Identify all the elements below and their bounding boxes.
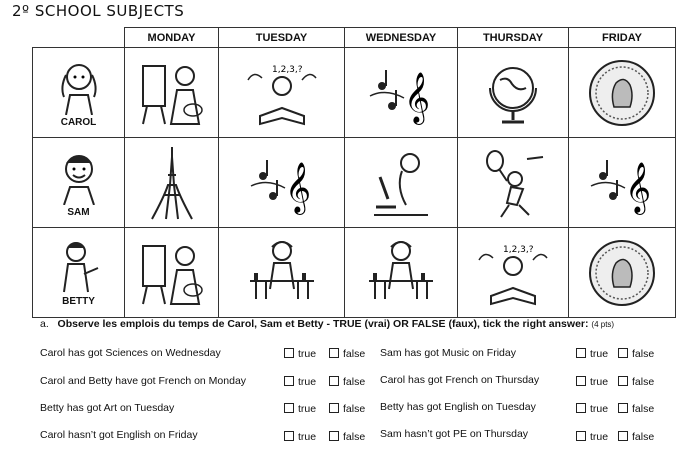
subject-cell [125, 228, 219, 318]
question-points: (4 pts) [591, 320, 615, 329]
pound-coin-icon [586, 237, 658, 309]
subject-cell [569, 228, 676, 318]
corner-cell [33, 28, 125, 48]
microscope-sciences-icon [366, 147, 436, 219]
question-instruction [40, 318, 614, 330]
timetable [32, 27, 676, 318]
checkbox-square[interactable] [329, 376, 339, 386]
girl-portrait-icon [54, 57, 104, 115]
subject-cell [219, 48, 345, 138]
subject-cell [569, 48, 676, 138]
checkbox-square[interactable] [284, 403, 294, 413]
student-name: BETTY [62, 296, 95, 307]
checkbox-square[interactable] [618, 348, 628, 358]
english-reader-icon [473, 238, 553, 308]
svg-text:1,2,3,?: 1,2,3,? [271, 64, 303, 75]
english-reader-icon [242, 58, 322, 128]
checkbox-square[interactable] [618, 376, 628, 386]
false-checkbox[interactable]: false [618, 376, 654, 388]
subject-cell [458, 48, 569, 138]
svg-text:𝄞: 𝄞 [625, 161, 652, 213]
student-cell [33, 228, 125, 318]
false-checkbox[interactable]: false [329, 403, 365, 415]
checkbox-square[interactable] [576, 431, 586, 441]
subject-cell [125, 48, 219, 138]
statement-right-4: Sam hasn’t got PE on Thursday [380, 428, 529, 440]
false-checkbox[interactable]: false [329, 376, 365, 388]
day-header-wednesday: WEDNESDAY [345, 28, 458, 48]
art-painter-icon [137, 238, 207, 308]
checkbox-square[interactable] [618, 403, 628, 413]
timetable-row-betty [33, 228, 676, 318]
eiffel-tower-french-icon [142, 145, 202, 221]
student-name: SAM [67, 207, 90, 218]
svg-text:𝄞: 𝄞 [284, 161, 311, 213]
statement-left-1: Carol has got Sciences on Wednesday [40, 347, 221, 359]
statement-left-2: Carol and Betty have got French on Monday [40, 375, 247, 387]
day-header-monday: MONDAY [125, 28, 219, 48]
subject-cell [345, 138, 458, 228]
true-checkbox[interactable]: true [576, 348, 608, 360]
subject-cell [219, 138, 345, 228]
statement-left-3: Betty has got Art on Tuesday [40, 402, 175, 414]
true-checkbox[interactable]: true [576, 376, 608, 388]
true-checkbox[interactable]: true [576, 431, 608, 443]
subject-cell [219, 228, 345, 318]
checkbox-square[interactable] [329, 403, 339, 413]
subject-cell [125, 138, 219, 228]
false-checkbox[interactable]: false [618, 348, 654, 360]
pound-coin-icon [586, 57, 658, 129]
tennis-pe-icon [477, 147, 549, 219]
globe-geography-icon [478, 58, 548, 128]
boy-portrait-icon [54, 147, 104, 205]
checkbox-square[interactable] [284, 431, 294, 441]
subject-cell [458, 228, 569, 318]
day-header-thursday: THURSDAY [458, 28, 569, 48]
checkbox-square[interactable] [576, 348, 586, 358]
svg-text:𝄞: 𝄞 [404, 71, 431, 123]
true-checkbox[interactable]: true [576, 403, 608, 415]
music-clef-icon [587, 148, 657, 218]
art-painter-icon [137, 58, 207, 128]
false-checkbox[interactable]: false [618, 403, 654, 415]
scientist-sciences-icon [242, 237, 322, 309]
checkbox-square[interactable] [284, 348, 294, 358]
timetable-row-sam [33, 138, 676, 228]
worksheet-title: 2º SCHOOL SUBJECTS [12, 2, 185, 20]
student-cell [33, 138, 125, 228]
checkbox-square[interactable] [329, 348, 339, 358]
subject-cell [569, 138, 676, 228]
girl-writing-icon [54, 238, 104, 294]
false-checkbox[interactable]: false [618, 431, 654, 443]
question-text: Observe les emplois du temps de Carol, Sam et Betty - TRUE (vrai) OR FALSE (faux), tick the right answer: [57, 318, 589, 330]
checkbox-square[interactable] [618, 431, 628, 441]
true-checkbox[interactable]: true [284, 348, 316, 360]
student-cell [33, 48, 125, 138]
checkbox-square[interactable] [329, 431, 339, 441]
false-checkbox[interactable]: false [329, 348, 365, 360]
statement-right-1: Sam has got Music on Friday [380, 347, 516, 359]
timetable-row-carol [33, 48, 676, 138]
scientist-sciences-icon [361, 237, 441, 309]
day-header-tuesday: TUESDAY [219, 28, 345, 48]
checkbox-square[interactable] [284, 376, 294, 386]
statement-left-4: Carol hasn’t got English on Friday [40, 429, 198, 441]
subject-cell [345, 228, 458, 318]
question-letter: a. [40, 318, 49, 330]
music-clef-icon [366, 58, 436, 128]
day-header-friday: FRIDAY [569, 28, 676, 48]
timetable-header-row [33, 28, 676, 48]
subject-cell [345, 48, 458, 138]
true-checkbox[interactable]: true [284, 403, 316, 415]
false-checkbox[interactable]: false [329, 431, 365, 443]
statement-right-3: Betty has got English on Tuesday [380, 401, 536, 413]
statement-right-2: Carol has got French on Thursday [380, 374, 540, 386]
checkbox-square[interactable] [576, 376, 586, 386]
svg-text:1,2,3,?: 1,2,3,? [503, 244, 534, 255]
music-clef-icon [247, 148, 317, 218]
subject-cell [458, 138, 569, 228]
checkbox-square[interactable] [576, 403, 586, 413]
student-name: CAROL [60, 117, 97, 128]
true-checkbox[interactable]: true [284, 431, 316, 443]
true-checkbox[interactable]: true [284, 376, 316, 388]
